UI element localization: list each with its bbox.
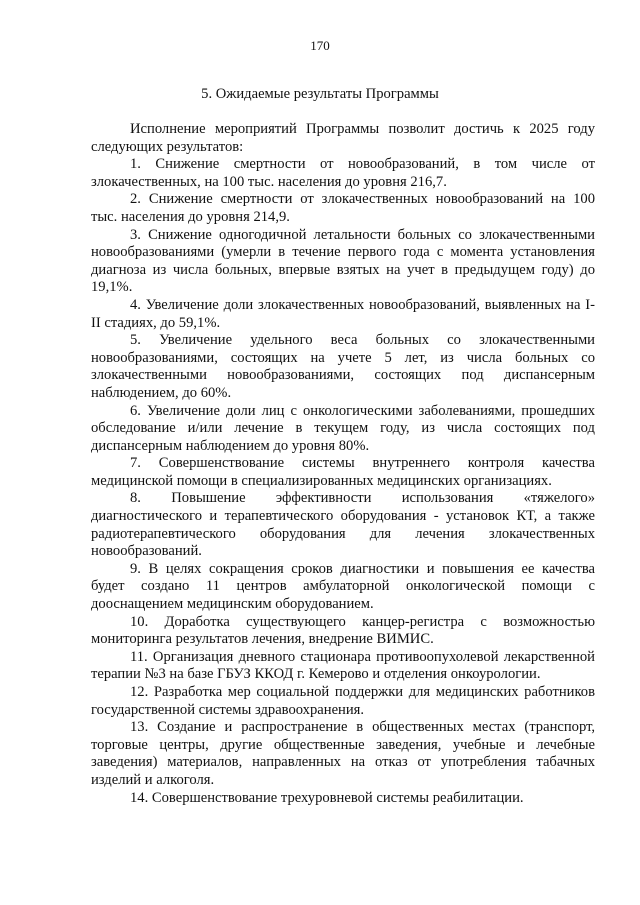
intro-paragraph: Исполнение мероприятий Программы позволит достичь к 2025 году следующих результатов:: [91, 121, 595, 155]
result-item-1: 1. Снижение смертности от новообразований, в том числе от злокачественных, на 100 тыс. населения до уровня 216,7.: [91, 156, 595, 190]
document-body: [91, 121, 595, 807]
result-item-5: 5. Увеличение удельного веса больных со злокачественными новообразованиями, состоящих на учете 5 лет, из числа больных со злокачественными новообразованиями, состоящих под диспансерным наблюдением, до 60%.: [91, 332, 595, 401]
result-item-14: 14. Совершенствование трехуровневой системы реабилитации.: [130, 789, 524, 806]
result-item-10: 10. Доработка существующего канцер-регистра с возможностью мониторинга результатов лечения, внедрение ВИМИС.: [91, 613, 595, 648]
result-item-6: 6. Увеличение доли лиц с онкологическими заболеваниями, прошедших обследование и/или лечение в текущем году, из числа состоящих под диспансерным наблюдением до уровня 80%.: [91, 402, 595, 454]
result-item-7: 7. Совершенствование системы внутреннего контроля качества медицинской помощи в специализированных медицинских организациях.: [91, 455, 595, 489]
result-item-8: 8. Повышение эффективности использования «тяжелого» диагностического и терапевтического оборудования - установок КТ, а также радиотерапевтического оборудования для лечения злокачественных новообразований.: [91, 490, 595, 560]
result-item-12: 12. Разработка мер социальной поддержки для медицинских работников государственной системы здравоохранения.: [91, 684, 595, 718]
result-item-13: 13. Создание и распространение в общественных местах (транспорт, торговые центры, другие общественные заведения, учебные и лечебные заведения) материалов, направленных на отказ от употребления табачных изделий и алкоголя.: [91, 719, 595, 788]
result-item-4: 4. Увеличение доли злокачественных новообразований, выявленных на I-II стадиях, до 59,1%.: [91, 296, 595, 331]
result-item-11: 11. Организация дневного стационара противоопухолевой лекарственной терапии №3 на базе ГБУЗ ККОД г. Кемерово и отделения онкоурологии.: [91, 648, 595, 683]
result-item-2: 2. Снижение смертности от злокачественных новообразований на 100 тыс. населения до уровня 214,9.: [91, 191, 595, 225]
section-title: 5. Ожидаемые результаты Программы: [201, 86, 439, 102]
result-item-9: 9. В целях сокращения сроков диагностики и повышения ее качества будет создано 11 центров амбулаторной онкологической помощи с дооснащением медицинским оборудованием.: [91, 560, 595, 613]
page-number: 170: [310, 38, 330, 53]
result-item-3: 3. Снижение одногодичной летальности больных со злокачественными новообразованиями (умерли в течение первого года с момента установления диагноза из числа больных, впервые взятых на учет в предыдущем году) до 19,1%.: [91, 226, 595, 296]
